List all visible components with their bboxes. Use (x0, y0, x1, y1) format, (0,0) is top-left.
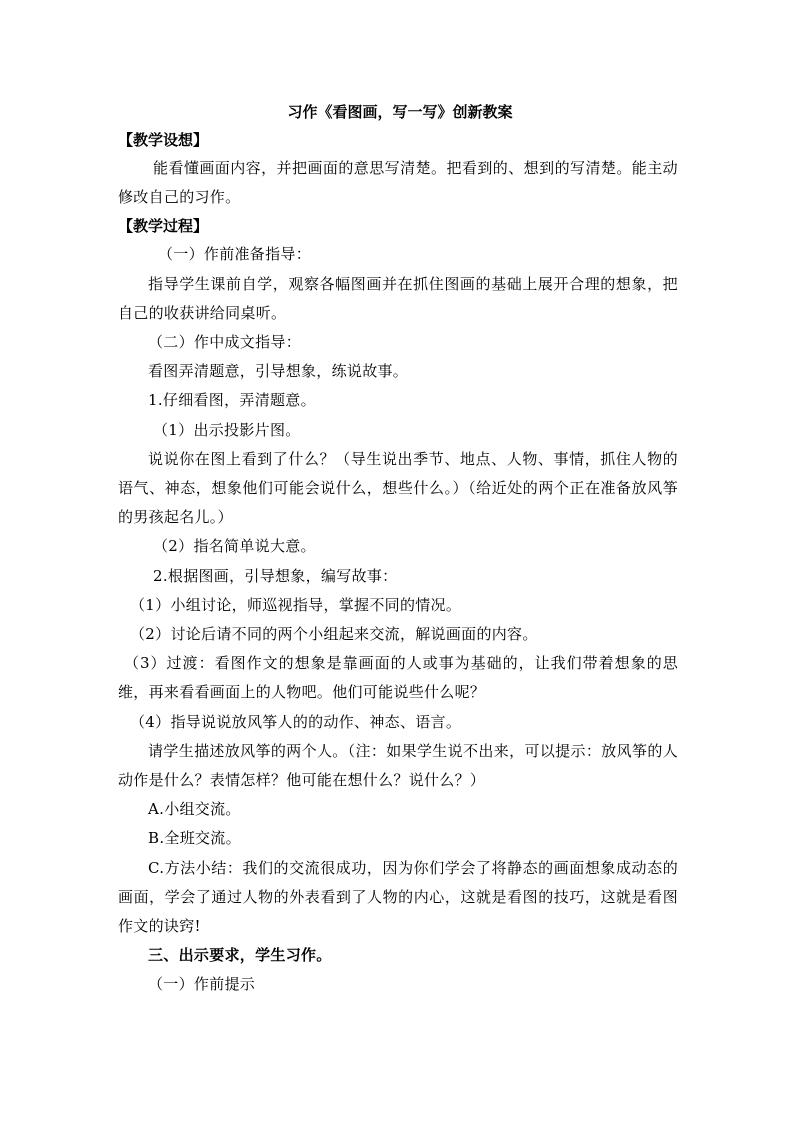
document-title: 习作《看图画，写一写》创新教案 (287, 103, 513, 121)
paragraph: （2）指名简单说大意。 (153, 537, 316, 556)
paragraph: （2）讨论后请不同的两个小组起来交流，解说画面的内容。 (130, 625, 538, 644)
paragraph: 能看懂画面内容，并把画面的意思写清楚。把看到的、想到的写清楚。能主动修改自己的习作。 (118, 159, 678, 207)
paragraph: （一）作前提示 (148, 975, 256, 994)
paragraph: 看图弄清题意，引导想象，练说故事。 (148, 362, 409, 381)
paragraph: B.全班交流。 (148, 829, 241, 848)
paragraph: （1）小组讨论，师巡视指导，掌握不同的情况。 (130, 595, 462, 614)
paragraph: 1.仔细看图，弄清题意。 (148, 391, 316, 410)
section-heading-teaching-idea: 【教学设想】 (118, 131, 209, 149)
paragraph: A.小组交流。 (148, 800, 241, 819)
paragraph-bold: 三、出示要求，学生习作。 (148, 946, 332, 965)
paragraph: 说说你在图上看到了什么？（导生说出季节、地点、人物、事情，抓住人物的语气、神态，想象他们可能会说什么，想些什么。）（给近处的两个正在准备放风筝的男孩起名儿。） (118, 449, 678, 527)
paragraph: （一）作前准备指导： (158, 245, 312, 264)
paragraph: （3）过渡：看图作文的想象是靠画面的人或事为基础的，让我们带着想象的思维，再来看看画面上的人物吧。他们可能说些什么呢？ (118, 654, 678, 702)
paragraph: 请学生描述放风筝的两个人。（注：如果学生说不出来，可以提示：放风筝的人动作是什么？表情怎样？他可能在想什么？说什么？） (118, 741, 678, 790)
paragraph: （1）出示投影片图。 (153, 420, 301, 439)
section-heading-teaching-process: 【教学过程】 (118, 217, 209, 236)
paragraph: 2.根据图画，引导想象，编写故事： (153, 566, 398, 585)
paragraph: （4）指导说说放风筝人的的动作、神态、语言。 (130, 712, 462, 731)
document-content (118, 98, 678, 1000)
paragraph: （二）作中成文指导： (148, 333, 302, 352)
paragraph: 指导学生课前自学，观察各幅图画并在抓住图画的基础上展开合理的想象，把自己的收获讲给同桌听。 (118, 274, 678, 322)
paragraph: C.方法小结：我们的交流很成功，因为你们学会了将静态的画面想象成动态的画面，学会了通过人物的外表看到了人物的内心，这就是看图的技巧，这就是看图作文的诀窍! (118, 858, 678, 936)
